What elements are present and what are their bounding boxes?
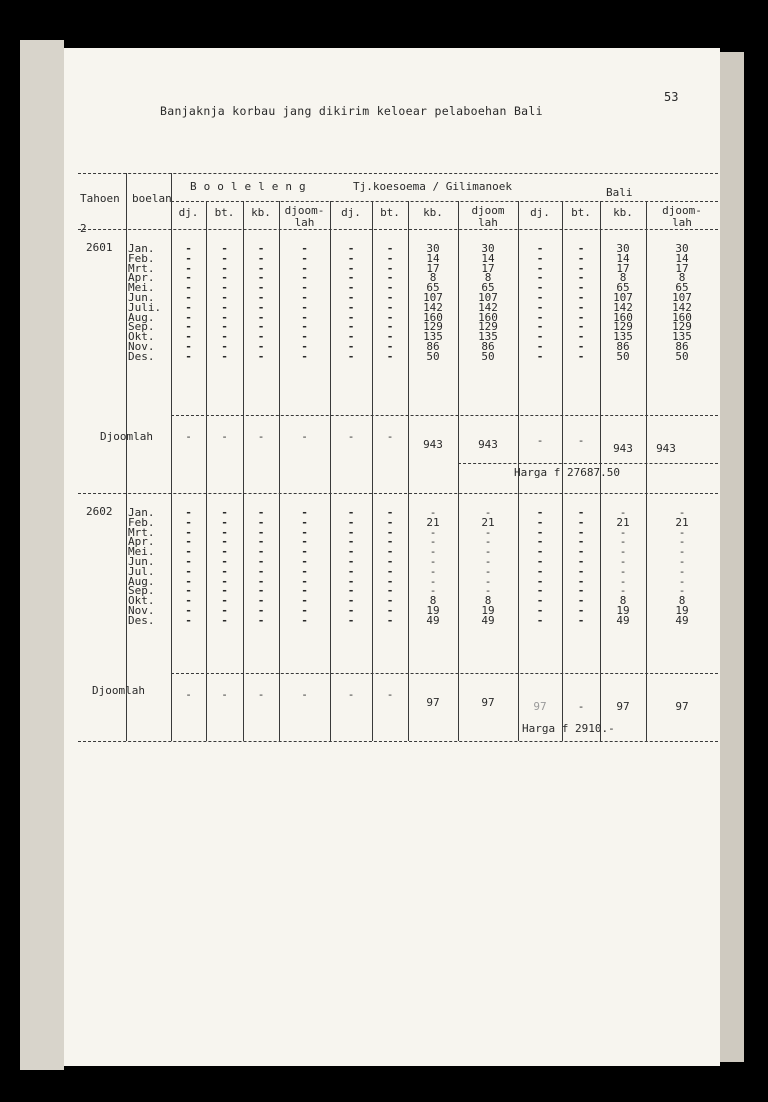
empty-total: - [536,434,544,447]
empty-total: - [577,434,585,447]
header-kb: kb. [251,206,271,219]
header-boelan: boelan [132,192,172,205]
cattle-export-table [78,173,723,743]
total-kb-tj-2602: 97 [426,696,440,709]
empty-total: - [301,430,308,443]
kb-bali-2601: 30 14 17 8 65 107 142 160 129 135 86 50 [613,242,633,363]
empty-cells: - - - - - - - - - - - - [301,506,308,627]
empty-cells: - - - - - - - - - - - - [536,506,544,627]
total-djoomlah-bali-2601: 943 [656,442,676,455]
rule-sum-2601 [171,415,718,416]
rule-bottom [78,741,718,742]
empty-cells: - - - - - - - - - - - - [577,242,585,363]
empty-total: - [257,430,265,443]
page-number: 53 [664,90,679,104]
djoomlah-bali-2602: - 21 - - - - - - - 8 19 49 [675,506,689,627]
empty-cells: - - - - - - - - - - - - [221,506,228,627]
page-title: Banjaknja korbau jang dikirim keloear pelaboehan Bali [160,104,543,118]
empty-cells: - - - - - - - - - - - - [185,506,192,627]
empty-total: - [386,430,394,443]
rule-group [171,201,718,202]
total-djoomlah-tj-2601: 943 [478,438,498,451]
empty-cells: - - - - - - - - - - - - [386,506,394,627]
empty-total: - [301,688,308,701]
empty-total: - [347,430,355,443]
kb-tj-2601: 30 14 17 8 65 107 142 160 129 135 86 50 [423,242,443,363]
empty-cells: - - - - - - - - - - - - [386,242,394,363]
empty-total: - [347,688,355,701]
empty-cells: - - - - - - - - - - - - [257,506,265,627]
empty-total: - [386,688,394,701]
rule-price-2601 [458,463,718,464]
rule-sum-2602 [171,673,718,674]
djoomlah-bali-2601: 30 14 17 8 65 107 142 160 129 135 86 50 [672,242,692,363]
djoomlah-tj-2602: - 21 - - - - - - - 8 19 49 [481,506,495,627]
total-kb-tj-2601: 943 [423,438,443,451]
header-dj: dj. [178,206,199,219]
rule-year-2602 [78,493,718,494]
header-djoomlah: djoom lah [471,204,505,229]
empty-total: - [185,430,192,443]
empty-cells: - - - - - - - - - - - - [185,242,192,363]
empty-cells: - - - - - - - - - - - - [221,242,228,363]
header-bt: bt. [571,206,591,219]
header-dj: dj. [530,206,550,219]
total-label-2601: Djoomlah [100,430,153,443]
months-2602: Jan. Feb. Mrt. Apr. Mei. Jun. Jul. Aug. Sep. Okt. Nov. Des. [128,506,155,627]
document-page [64,48,720,1066]
year-2601: 2601 [86,241,113,254]
total-kb-bali-2602: 97 [616,700,630,713]
rule-header [78,229,718,230]
empty-cells: - - - - - - - - - - - - [257,242,265,363]
djoomlah-tj-2601: 30 14 17 8 65 107 142 160 129 135 86 50 [478,242,498,363]
kb-bali-2602: - 21 - - - - - - - 8 19 49 [616,506,630,627]
kb-tj-2602: - 21 - - - - - - - 8 19 49 [426,506,440,627]
empty-cells: - - - - - - - - - - - - [577,506,585,627]
total-djoomlah-bali-2602: 97 [675,700,689,713]
header-djoomlah: djoom- lah [284,204,325,229]
header-bt: bt. [380,206,400,219]
total-kb-bali-2601: 943 [613,442,633,455]
left-page-edge [20,40,64,1070]
header-kb: kb. [423,206,443,219]
total-djoomlah-tj-2602: 97 [481,696,495,709]
empty-total: - [221,430,228,443]
empty-cells: - - - - - - - - - - - - [347,506,355,627]
header-marker: 2 [80,222,87,235]
header-booleleng: Booleleng [190,180,313,193]
months-2601: Jan. Feb. Mrt. Apr. Mei. Jun. Juli. Aug. Sep. Okt. Nov. Des. [128,242,162,363]
empty-total: - [257,688,265,701]
header-djoomlah: djoom- lah [662,204,702,229]
empty-total: - [185,688,192,701]
empty-cells: - - - - - - - - - - - - [347,242,355,363]
empty-total: - [577,700,585,713]
price-2601: Harga f 27687.50 [514,466,620,479]
price-2602: Harga f 2910.- [522,722,615,735]
header-tj-koesoema: Tj.koesoema / Gilimanoek [353,180,512,193]
year-2602: 2602 [86,505,113,518]
empty-cells: - - - - - - - - - - - - [536,242,544,363]
vline-tahoen [126,173,127,741]
header-dj: dj. [341,206,361,219]
header-tahoen: Tahoen [80,192,120,205]
header-bt: bt. [214,206,235,219]
header-kb: kb. [613,206,633,219]
rule-top [78,173,718,174]
total-dj-bali-2602: 97 [533,700,547,713]
total-label-2602: Djoomlah [92,684,145,697]
empty-cells: - - - - - - - - - - - - [301,242,308,363]
empty-total: - [221,688,228,701]
header-bali: Bali [606,186,633,199]
